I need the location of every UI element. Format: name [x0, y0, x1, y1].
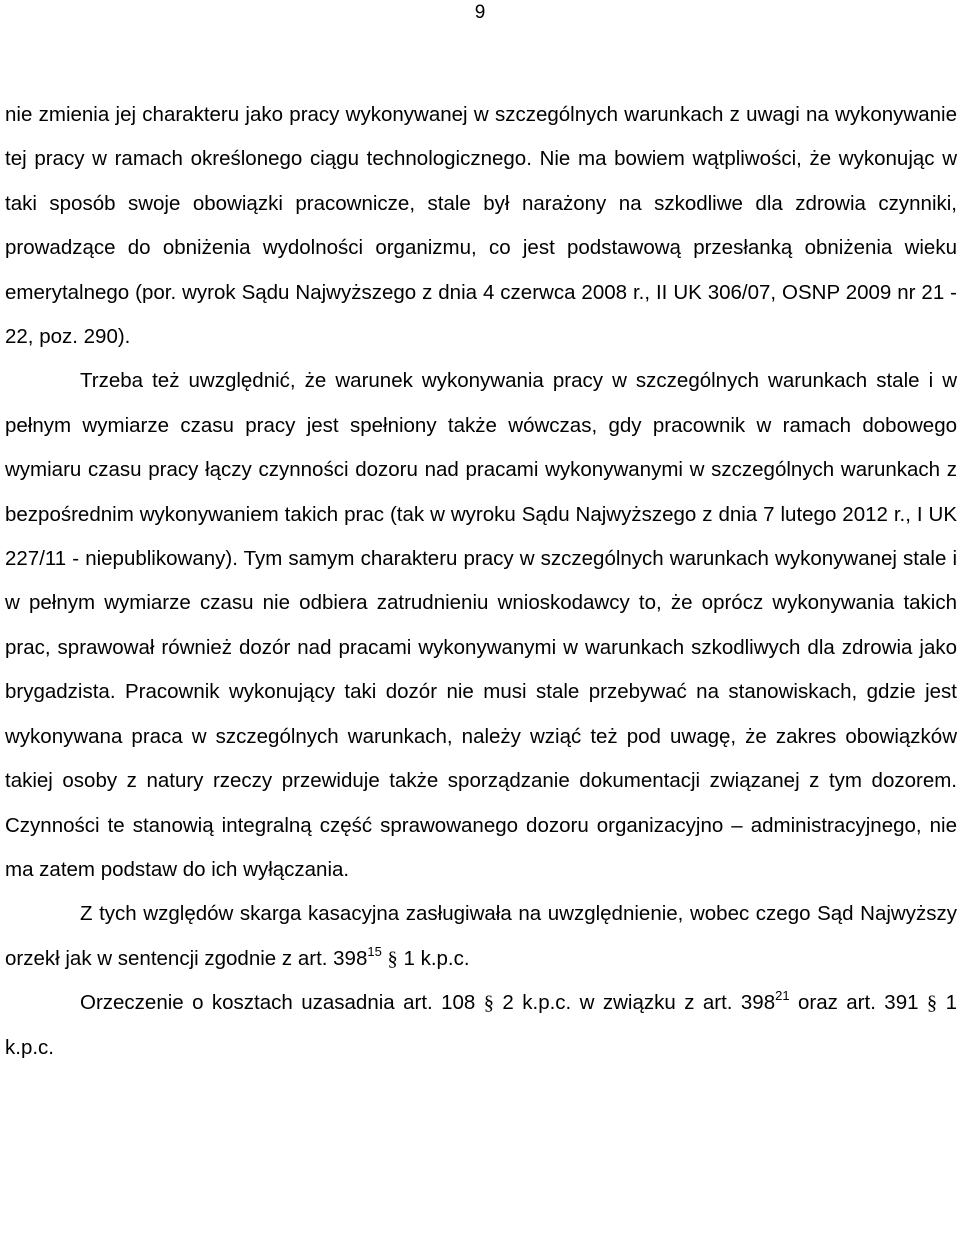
paragraph-3-end: 1 k.p.c. [397, 946, 470, 970]
section-sign: § [483, 992, 495, 1015]
paragraph-1: nie zmienia jej charakteru jako pracy wykonywanej w szczególnych warunkach z uwagi na wykonywanie tej pracy w ramach określonego ciągu technologicznego. Nie ma bowiem wątpliwości, że wykonując w taki sposób swoje obowiązki pracownicze, stale był narażony na szkodliwe dla zdrowia czynniki, prowadzące do obniżenia wydolności organizmu, co jest podstawową przesłanką obniżenia wieku emerytalnego (por. wyrok Sądu Najwyższego z dnia 4 czerwca 2008 r., II UK 306/07, OSNP 2009 nr 21 - 22, poz. 290). [5, 103, 957, 349]
paragraph-4-text: Orzeczenie o kosztach uzasadnia art. 108 [80, 991, 484, 1015]
paragraph-4-middle: 2 k.p.c. w związku z art. 398 [494, 991, 776, 1015]
section-sign: § [926, 992, 938, 1015]
paragraph-3 [5, 892, 957, 981]
page-number: 9 [474, 2, 486, 23]
article-superscript: 21 [775, 988, 790, 1004]
paragraph-2: Trzeba też uwzględnić, że warunek wykonywania pracy w szczególnych warunkach stale i w pełnym wymiarze czasu pracy jest spełniony także wówczas, gdy pracownik w ramach dobowego wymiaru czasu pracy łączy czynności dozoru nad pracami wykonywanymi w szczególnych warunkach z bezpośrednim wykonywaniem takich prac (tak w wyroku Sądu Najwyższego z dnia 7 lutego 2012 r., I UK 227/11 - niepublikowany). Tym samym charakteru pracy w szczególnych warunkach wykonywanej stale i w pełnym wymiarze czasu nie odbiera zatrudnieniu wnioskodawcy to, że oprócz wykonywania takich prac, sprawował również dozór nad pracami wykonywanymi w warunkach szkodliwych dla zdrowia jako brygadzista. Pracownik wykonujący taki dozór nie musi stale przebywać na stanowiskach, gdzie jest wykonywana praca w szczególnych warunkach, należy wziąć też pod uwagę, że zakres obowiązków takiej osoby z natury rzeczy przewiduje także sporządzanie dokumentacji związanej z tym dozorem. Czynności te stanowią integralną część sprawowanego dozoru organizacyjno – administracyjnego, nie ma zatem podstaw do ich wyłączania. [5, 369, 957, 881]
paragraph-3-text: Z tych względów skarga kasacyjna zasługiwała na uwzględnienie, wobec czego Sąd Najwyższy orzekł jak w sentencji zgodnie z art. 398 [5, 902, 957, 970]
paragraph-4 [5, 981, 957, 1070]
paragraph-4-between: oraz art. 391 [789, 991, 927, 1015]
article-superscript: 15 [367, 943, 382, 959]
section-sign: § [387, 947, 398, 970]
document-body [5, 93, 957, 1070]
paragraph-4-end: 1 k.p.c. [5, 991, 957, 1059]
